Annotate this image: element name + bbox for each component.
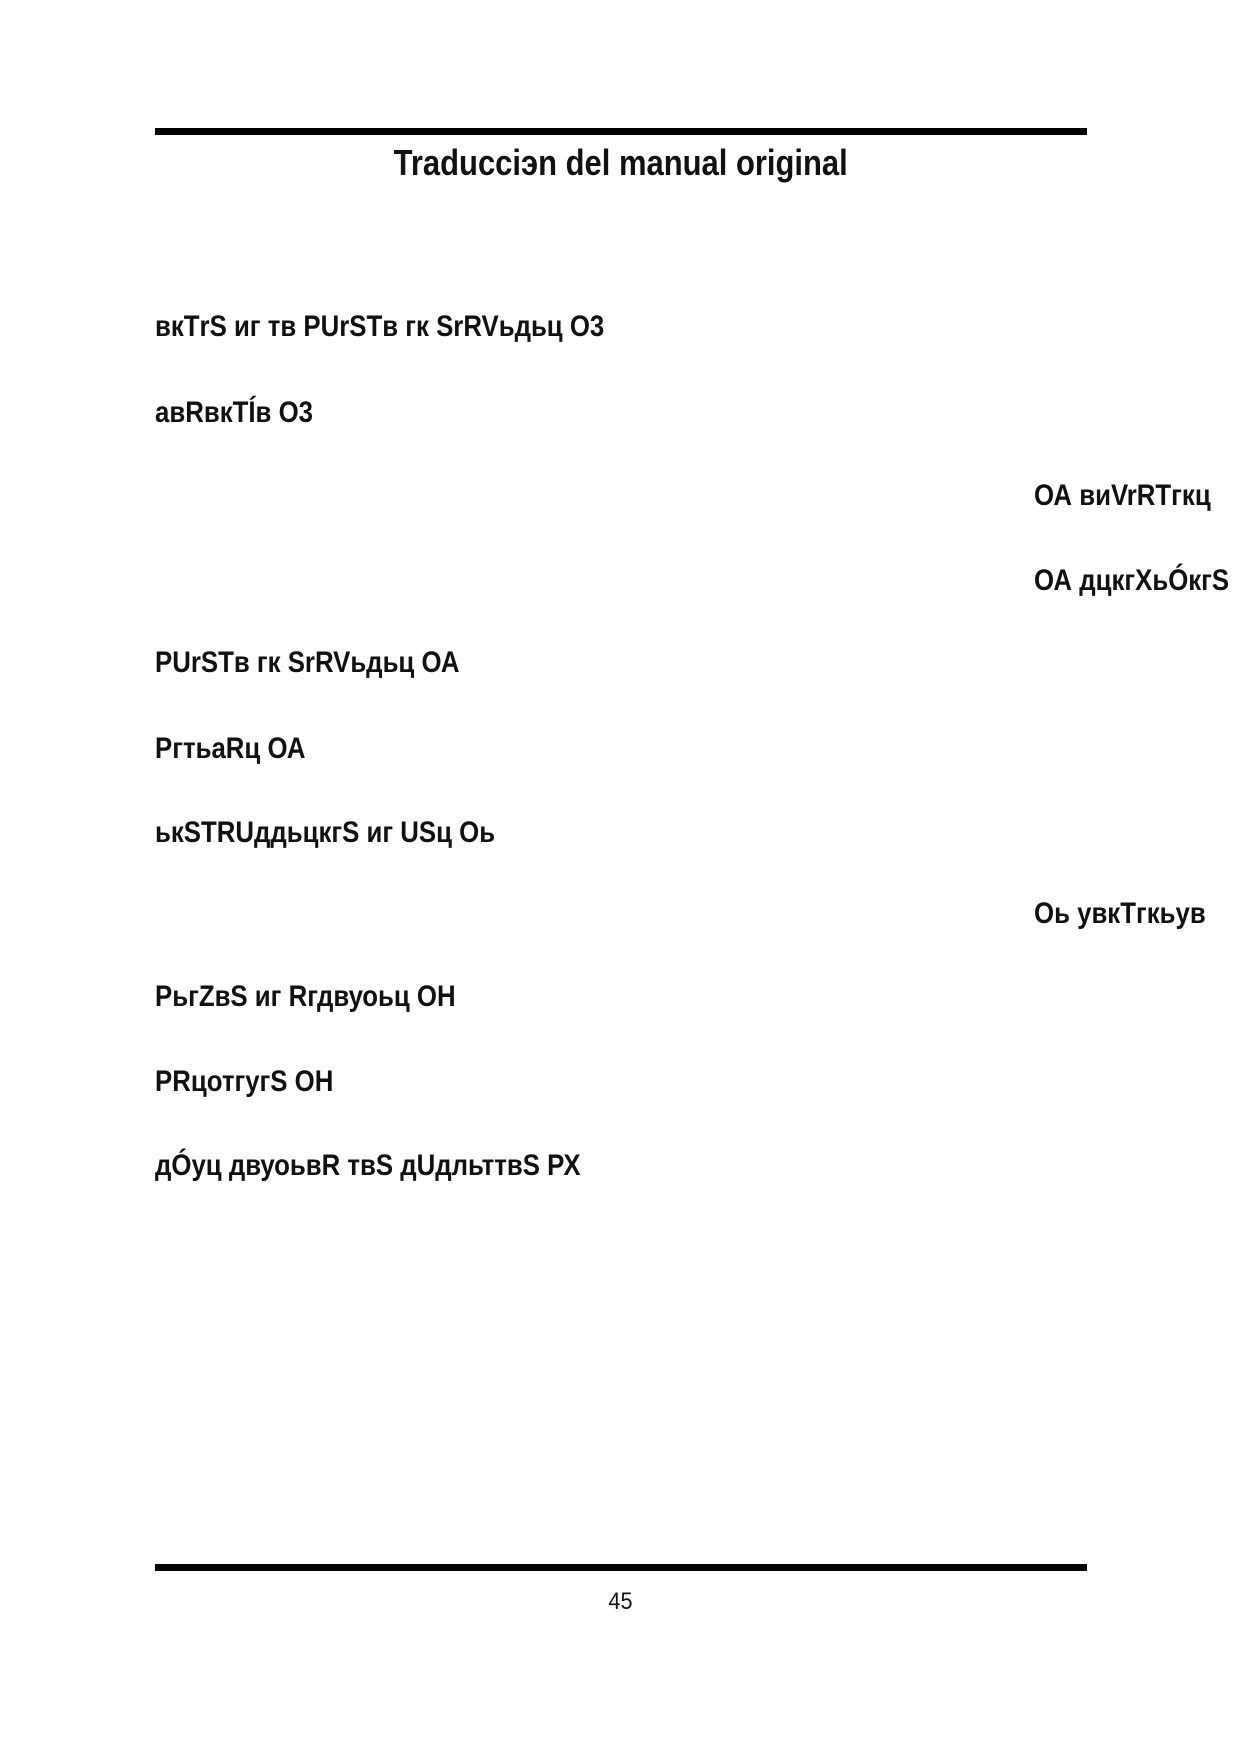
toc-entry-right: ОА дцкгХьÓкгS: [1034, 564, 1230, 597]
toc-entry: РьгZвS иг Rгдвуоьц ОН: [155, 980, 456, 1013]
page-title: Traducciэn del manual original: [393, 142, 848, 183]
footer-rule: [155, 1564, 1087, 1571]
toc-entry: авRвкТÍв О3: [155, 396, 313, 429]
toc-entry: ькSTRUддьцкгS иг USц Оь: [155, 816, 496, 849]
toc-entry: вкТrS иг тв PUrSTв гк SrRVьдьц О3: [155, 310, 605, 343]
toc-entry-right-container: [1034, 563, 1241, 603]
toc-entry-right-container: [1034, 896, 1241, 936]
toc-entry: РгтьаRц ОА: [155, 732, 306, 765]
toc-entry: дÓуц двуоьвR твS дUдльттвS РХ: [155, 1149, 581, 1182]
toc-entry-right-container: [1034, 478, 1241, 518]
page-number: 45: [608, 1588, 633, 1615]
header-rule: [155, 128, 1087, 135]
toc-entry: PUrSTв гк SrRVьдьц ОА: [155, 646, 460, 679]
toc-entry-right: ОА виVrRTгкц: [1034, 479, 1211, 512]
toc-entry: PRцотгугS ОН: [155, 1065, 334, 1098]
toc-entry-right: Оь увкТгкьув: [1034, 897, 1206, 930]
